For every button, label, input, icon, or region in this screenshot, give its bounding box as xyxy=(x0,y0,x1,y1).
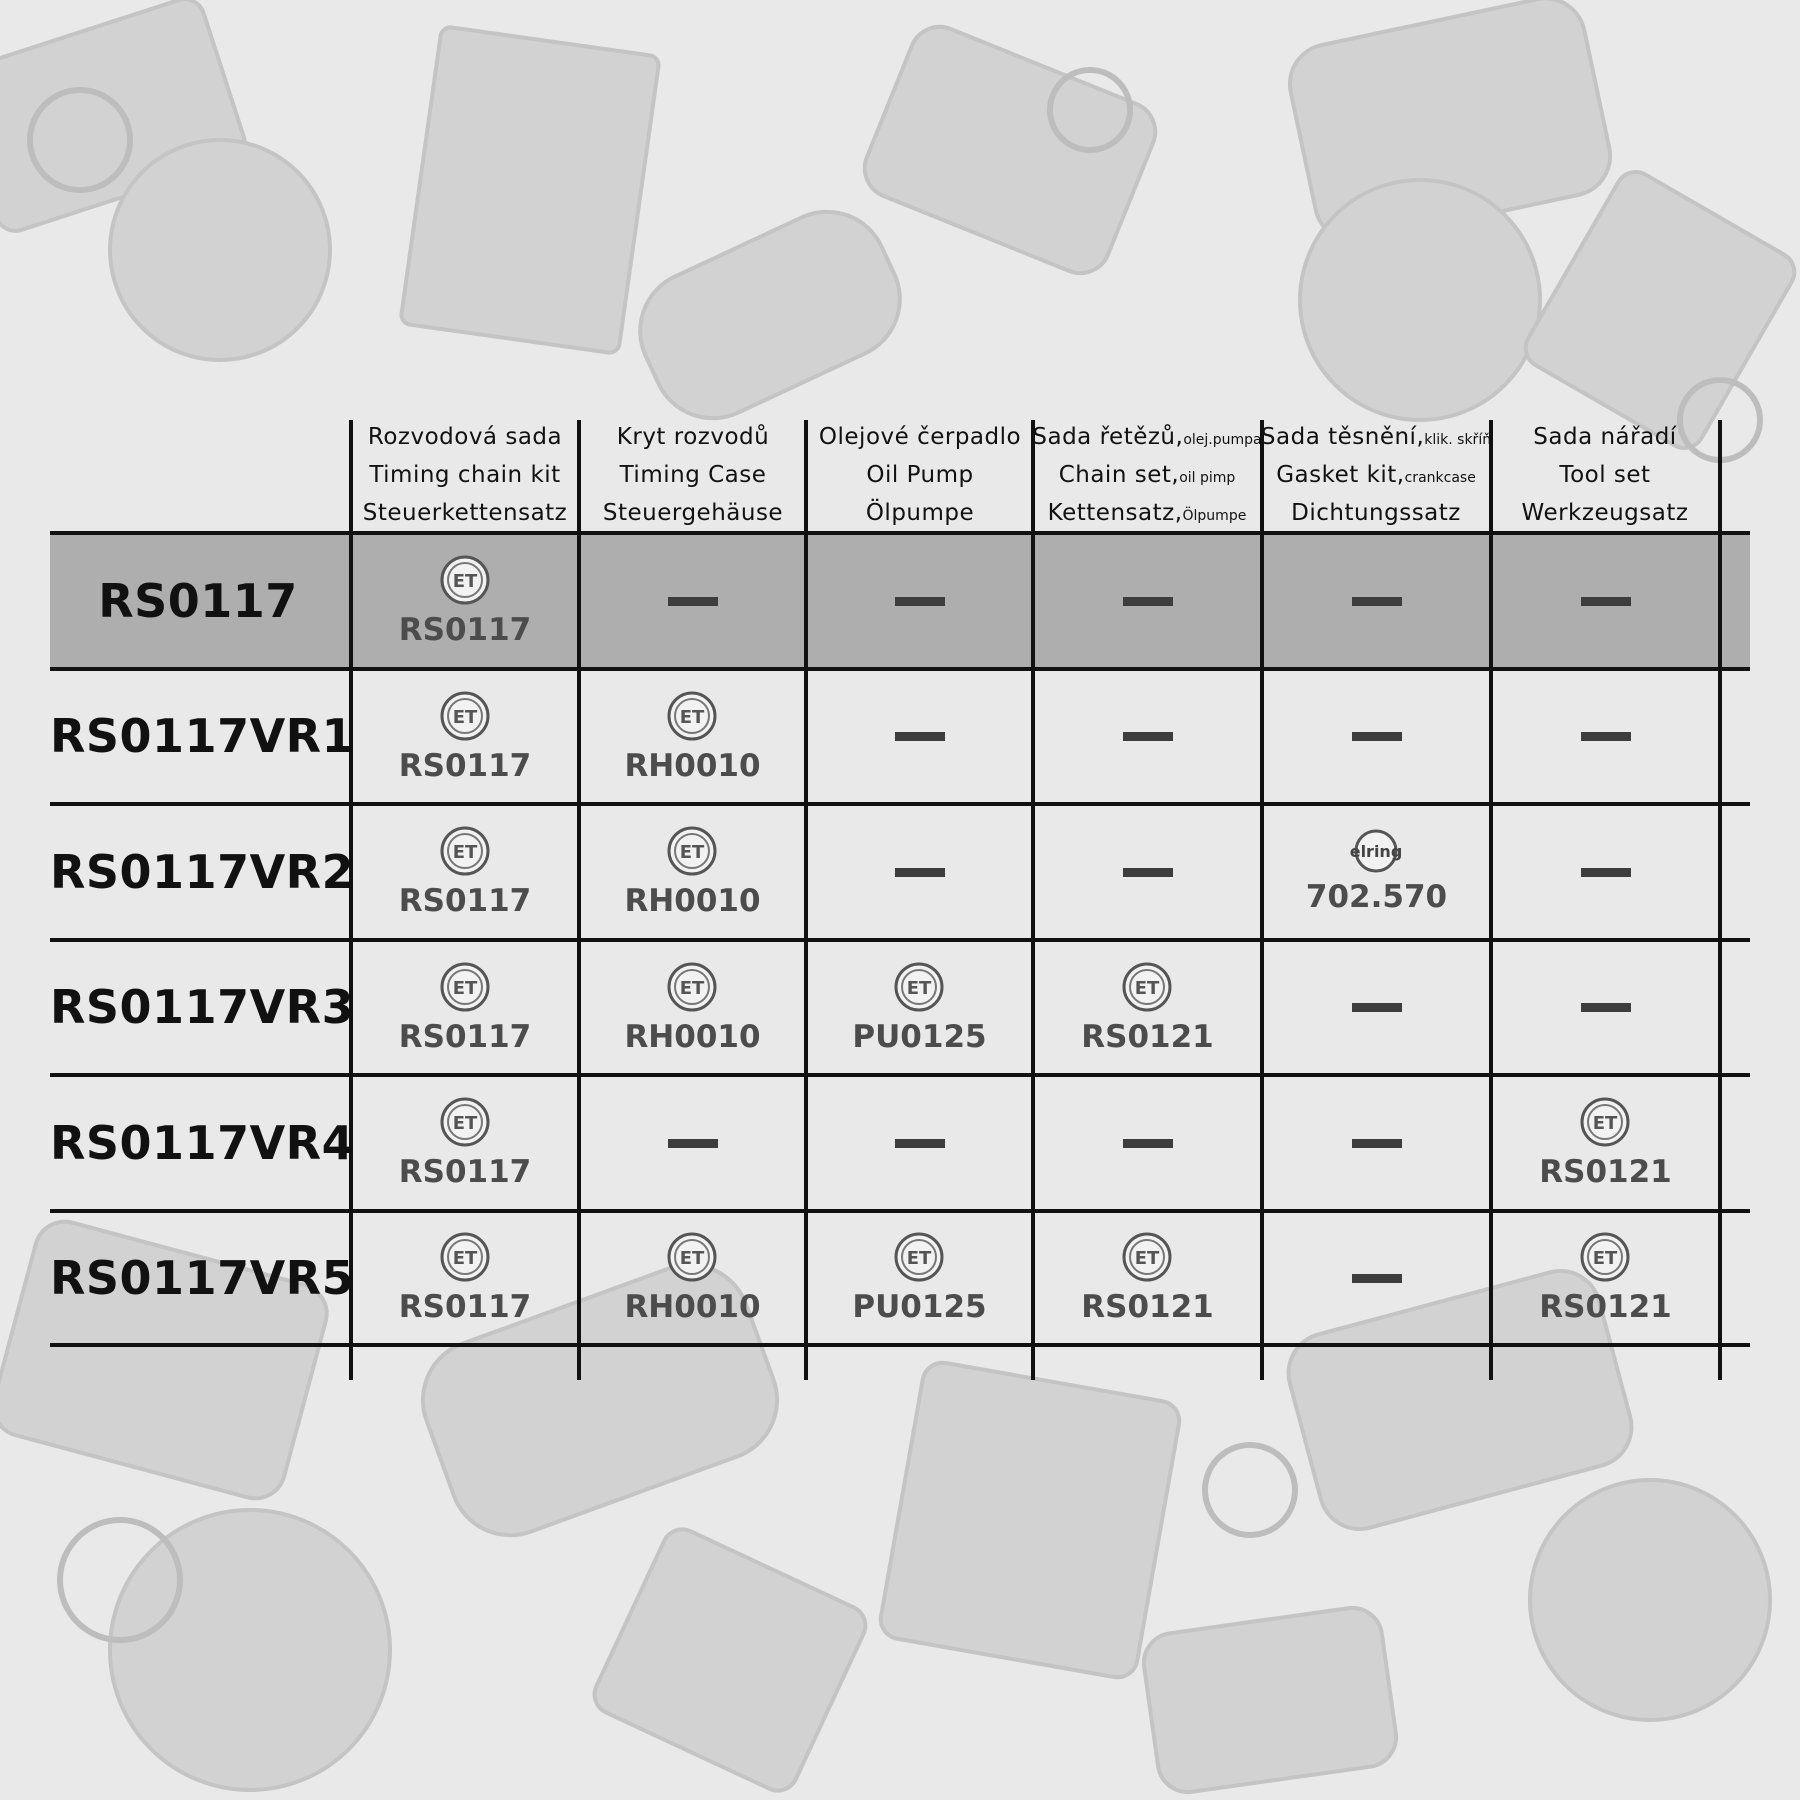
et-logo-text: ET xyxy=(452,1113,478,1134)
not-included-dash xyxy=(895,732,945,741)
part-code: PU0125 xyxy=(852,1018,987,1055)
et-logo-icon xyxy=(1579,1096,1631,1148)
table-cell xyxy=(1262,669,1491,804)
table-cell xyxy=(579,669,806,804)
part-entry xyxy=(624,1231,760,1325)
part-code: RH0010 xyxy=(624,1018,761,1055)
column-header: Rozvodová sada Timing chain kit Steuerkettensatz xyxy=(362,424,568,526)
part-entry xyxy=(1306,829,1447,915)
part-code: RH0010 xyxy=(624,1289,761,1325)
row-label: RS0117VR1 xyxy=(50,709,355,763)
part-entry xyxy=(399,690,531,784)
et-logo-icon xyxy=(439,1096,491,1148)
row-label: RS0117VR2 xyxy=(50,845,355,899)
part-entry xyxy=(624,961,760,1055)
part-entry xyxy=(852,1231,986,1325)
part-code: RS0117 xyxy=(398,612,532,648)
et-logo-icon xyxy=(1121,961,1173,1013)
part-code: RH0010 xyxy=(624,747,761,784)
et-logo-icon xyxy=(666,1231,718,1283)
part-entry xyxy=(399,961,531,1055)
et-logo-text: ET xyxy=(907,977,932,999)
not-included-dash xyxy=(1352,1139,1402,1148)
part-code: RS0121 xyxy=(1081,1018,1214,1055)
not-included-dash xyxy=(1123,868,1173,877)
not-included-dash xyxy=(1581,868,1631,877)
et-logo-text: ET xyxy=(452,706,478,728)
table-cell xyxy=(1262,1211,1491,1345)
table-cell xyxy=(1491,940,1720,1075)
table-cell xyxy=(351,940,579,1075)
et-logo-text: ET xyxy=(1135,977,1160,999)
elring-logo-icon xyxy=(1344,829,1408,873)
part-entry xyxy=(399,825,531,919)
part-code: RH0010 xyxy=(624,883,761,919)
not-included-dash xyxy=(1352,597,1402,606)
table-cell xyxy=(1033,533,1262,669)
table-cell xyxy=(351,1211,579,1345)
not-included-dash xyxy=(668,1139,718,1148)
part-code: 702.570 xyxy=(1305,879,1448,915)
not-included-dash xyxy=(1123,597,1173,606)
row-label: RS0117 xyxy=(98,574,298,628)
et-logo-icon xyxy=(439,554,491,606)
part-code: RS0121 xyxy=(1539,1154,1672,1190)
table-cell xyxy=(1033,669,1262,804)
et-logo-text: ET xyxy=(680,842,705,863)
et-logo-text: ET xyxy=(680,977,705,999)
et-logo-icon xyxy=(439,1231,491,1283)
not-included-dash xyxy=(1581,597,1631,606)
et-logo-icon xyxy=(1579,1231,1631,1283)
not-included-dash xyxy=(1352,1003,1402,1012)
row-label: RS0117VR5 xyxy=(50,1251,355,1305)
part-code: RS0117 xyxy=(398,883,532,919)
part-code: RS0117 xyxy=(398,1154,532,1190)
et-logo-text: ET xyxy=(1135,1248,1160,1269)
not-included-dash xyxy=(1352,732,1402,741)
column-header: Olejové čerpadlo Oil Pump Ölpumpe xyxy=(818,424,1022,526)
part-entry xyxy=(1081,961,1213,1055)
table-cell xyxy=(1491,669,1720,804)
et-logo-text: ET xyxy=(452,571,478,592)
table-cell xyxy=(1262,804,1491,940)
table-cell xyxy=(1033,1211,1262,1345)
part-entry xyxy=(1539,1231,1671,1325)
table-cell xyxy=(351,1075,579,1211)
part-code: PU0125 xyxy=(852,1289,987,1325)
et-logo-text: ET xyxy=(452,842,478,863)
not-included-dash xyxy=(1352,1274,1402,1283)
table-cell xyxy=(806,940,1033,1075)
table-cell xyxy=(806,804,1033,940)
table-cell xyxy=(351,669,579,804)
not-included-dash xyxy=(895,1139,945,1148)
et-logo-icon xyxy=(893,1231,945,1283)
part-code: RS0117 xyxy=(398,747,532,784)
table-cell xyxy=(806,1075,1033,1211)
et-logo-text: ET xyxy=(452,1248,478,1269)
table-cell xyxy=(1491,533,1720,669)
et-logo-icon xyxy=(439,825,491,877)
table-cell xyxy=(806,1211,1033,1345)
part-code: RS0121 xyxy=(1081,1289,1214,1325)
et-logo-icon xyxy=(439,690,491,742)
table-cell xyxy=(351,804,579,940)
not-included-dash xyxy=(1581,1003,1631,1012)
part-entry xyxy=(399,1096,531,1190)
et-logo-text: ET xyxy=(452,977,478,999)
table-cell xyxy=(579,804,806,940)
part-entry xyxy=(1539,1096,1671,1190)
part-entry xyxy=(399,554,531,648)
column-header: Sada těsnění,klik. skříň Gasket kit,crankcase Dichtungssatz xyxy=(1260,424,1492,526)
et-logo-text: ET xyxy=(680,1248,705,1269)
et-logo-text: ET xyxy=(907,1248,932,1269)
table-cell xyxy=(1262,1075,1491,1211)
table-cell xyxy=(579,533,806,669)
part-entry xyxy=(852,961,986,1055)
table-cell xyxy=(1262,940,1491,1075)
et-logo-icon xyxy=(666,825,718,877)
table-cell xyxy=(1491,804,1720,940)
table-cell xyxy=(579,1075,806,1211)
et-logo-icon xyxy=(1121,1231,1173,1283)
table-cell xyxy=(579,940,806,1075)
not-included-dash xyxy=(895,597,945,606)
table-cell xyxy=(1033,940,1262,1075)
not-included-dash xyxy=(1123,1139,1173,1148)
row-label: RS0117VR4 xyxy=(50,1116,355,1170)
not-included-dash xyxy=(1581,732,1631,741)
table-cell xyxy=(1491,1075,1720,1211)
table-cell xyxy=(579,1211,806,1345)
et-logo-icon xyxy=(666,690,718,742)
not-included-dash xyxy=(1123,732,1173,741)
table-cell xyxy=(351,533,579,669)
et-logo-text: ET xyxy=(1593,1113,1618,1134)
part-entry xyxy=(399,1231,531,1325)
row-label: RS0117VR3 xyxy=(50,980,355,1034)
et-logo-icon xyxy=(439,961,491,1013)
part-code: RS0121 xyxy=(1539,1289,1672,1325)
part-code: RS0117 xyxy=(398,1018,532,1055)
part-entry xyxy=(624,825,760,919)
et-logo-text: ET xyxy=(1593,1248,1618,1269)
elring-logo-text: elring xyxy=(1350,842,1403,861)
et-logo-text: ET xyxy=(680,706,705,728)
column-header: Sada nářadí Tool set Werkzeugsatz xyxy=(1521,424,1689,526)
column-header: Sada řetězů,olej.pumpa Chain set,oil pimp Kettensatz,Ölpumpe xyxy=(1032,424,1262,526)
part-entry xyxy=(624,690,760,784)
part-entry xyxy=(1081,1231,1213,1325)
table-cell xyxy=(1033,804,1262,940)
et-logo-icon xyxy=(893,961,945,1013)
column-header: Kryt rozvodů Timing Case Steuergehäuse xyxy=(602,424,784,526)
not-included-dash xyxy=(895,868,945,877)
part-code: RS0117 xyxy=(398,1289,532,1325)
not-included-dash xyxy=(668,597,718,606)
table-cell xyxy=(1491,1211,1720,1345)
et-logo-icon xyxy=(666,961,718,1013)
table-cell xyxy=(806,669,1033,804)
table-cell xyxy=(1033,1075,1262,1211)
table-cell xyxy=(1262,533,1491,669)
table-cell xyxy=(806,533,1033,669)
